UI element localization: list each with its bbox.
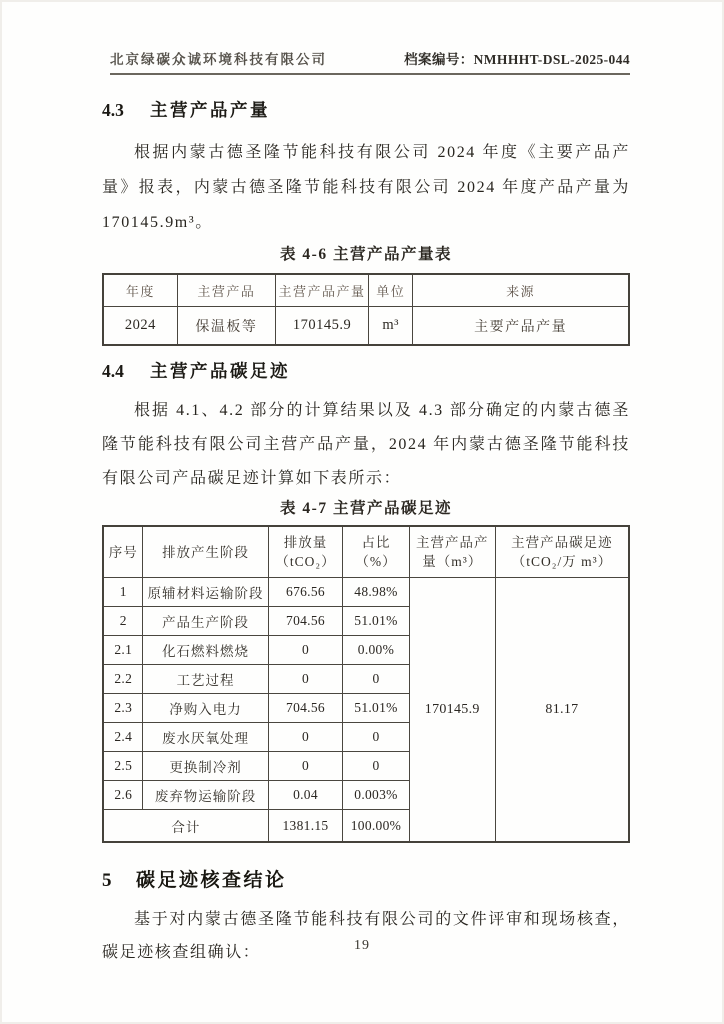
section-4-4-title: 主营产品碳足迹 [150,361,290,381]
header-line: 量（m³） [422,554,483,569]
section-4-3-heading [102,97,630,123]
cell-emission: 704.56 [268,694,343,723]
cell-no: 2.3 [103,694,143,723]
cell-stage: 产品生产阶段 [143,607,268,636]
header-line: 排放产生阶段 [162,544,250,560]
cell-stage: 更换制冷剂 [143,752,268,781]
section-4-3-paragraph: 根据内蒙古德圣隆节能科技有限公司 2024 年度《主要产品产量》报表，内蒙古德圣隆节能科技有限公司 2024 年度产品产量为 170145.9m³。 [102,144,630,231]
cell-stage: 化石燃料燃烧 [143,636,268,665]
table-4-6-cell-product: 保温板等 [177,307,275,346]
cell-share: 51.01% [343,694,409,723]
page-number: 19 [354,938,370,953]
table-4-6-header-unit: 单位 [369,274,413,307]
cell-share: 0.003% [343,781,409,810]
page-body [102,72,630,969]
section-5-title: 碳足迹核查结论 [136,870,287,891]
header-file-number [404,48,630,68]
header-line: 主营产品产 [415,535,489,550]
header-line: 主营产品碳足迹 [511,535,613,550]
cell-no: 2.1 [103,636,143,665]
table-4-6-cell-unit: m³ [369,307,413,346]
cell-no: 2.4 [103,723,143,752]
cell-no: 2.2 [103,665,143,694]
section-4-4-heading [102,358,630,384]
table-4-7-header-footprint [495,526,629,578]
table-4-7-caption: 表 4-7 主营产品碳足迹 [280,500,452,517]
cell-total-emission: 1381.15 [268,810,343,843]
table-4-7-header-row [103,526,629,578]
cell-emission: 0 [268,636,343,665]
file-number-label: 档案编号： [404,52,474,67]
section-5-number: 5 [102,870,112,891]
cell-share: 48.98% [343,578,409,607]
section-4-4-paragraph: 根据 4.1、4.2 部分的计算结果以及 4.3 部分确定的内蒙古德圣隆节能科技有限公司主营产品产量，2024 年内蒙古德圣隆节能科技有限公司产品碳足迹计算如下表所示： [102,402,630,487]
cell-emission: 676.56 [268,578,343,607]
table-4-6-cell-year: 2024 [103,307,177,346]
table-4-6-header-source: 来源 [413,274,629,307]
table-4-7-header-emission [268,526,343,578]
table-row [103,578,629,607]
cell-production-merged: 170145.9 [409,578,495,843]
cell-stage: 原辅材料运输阶段 [143,578,268,607]
table-row [103,307,629,346]
header-line: （tCO₂/万 m³） [511,554,613,569]
cell-share: 0 [343,752,409,781]
header-line: 序号 [108,544,138,560]
cell-emission: 0 [268,752,343,781]
cell-emission: 0.04 [268,781,343,810]
cell-share: 0 [343,665,409,694]
cell-stage: 废弃物运输阶段 [143,781,268,810]
page-header [110,48,630,75]
table-4-6-header-year: 年度 [103,274,177,307]
cell-no: 1 [103,578,143,607]
table-4-6-caption: 表 4-6 主营产品产量表 [280,246,452,263]
table-4-7-header-no [103,526,143,578]
header-line: 排放量 [283,535,328,550]
cell-share: 0 [343,723,409,752]
cell-stage: 废水厌氧处理 [143,723,268,752]
table-4-6-cell-output: 170145.9 [276,307,369,346]
table-4-7 [102,525,630,843]
header-company-name: 北京绿碳众诚环境科技有限公司 [110,52,327,67]
cell-share: 51.01% [343,607,409,636]
table-4-7-header-production [409,526,495,578]
cell-share: 0.00% [343,636,409,665]
table-4-6-cell-source: 主要产品产量 [413,307,629,346]
table-4-6-header-product: 主营产品 [177,274,275,307]
cell-emission: 0 [268,723,343,752]
cell-stage: 净购入电力 [143,694,268,723]
table-4-7-header-stage [143,526,268,578]
cell-footprint-merged: 81.17 [495,578,629,843]
table-4-6-header-row [103,274,629,307]
section-5-heading [102,867,630,895]
cell-no: 2 [103,607,143,636]
cell-stage: 工艺过程 [143,665,268,694]
table-4-7-header-share [343,526,409,578]
section-4-3-title: 主营产品产量 [150,100,270,120]
cell-emission: 704.56 [268,607,343,636]
cell-no: 2.6 [103,781,143,810]
table-4-6-header-output: 主营产品产量 [276,274,369,307]
header-line: （tCO₂） [275,554,336,569]
file-number-value: NMHHHT-DSL-2025-044 [473,52,630,67]
header-line: 占比（%） [355,535,397,569]
section-4-4-number: 4.4 [102,361,124,381]
section-4-3-number: 4.3 [102,100,124,120]
cell-total-label: 合计 [103,810,268,843]
cell-total-share: 100.00% [343,810,409,843]
section-5-paragraph: 基于对内蒙古德圣隆节能科技有限公司的文件评审和现场核查，碳足迹核查组确认： [102,911,630,961]
cell-emission: 0 [268,665,343,694]
table-4-6 [102,273,630,346]
cell-no: 2.5 [103,752,143,781]
